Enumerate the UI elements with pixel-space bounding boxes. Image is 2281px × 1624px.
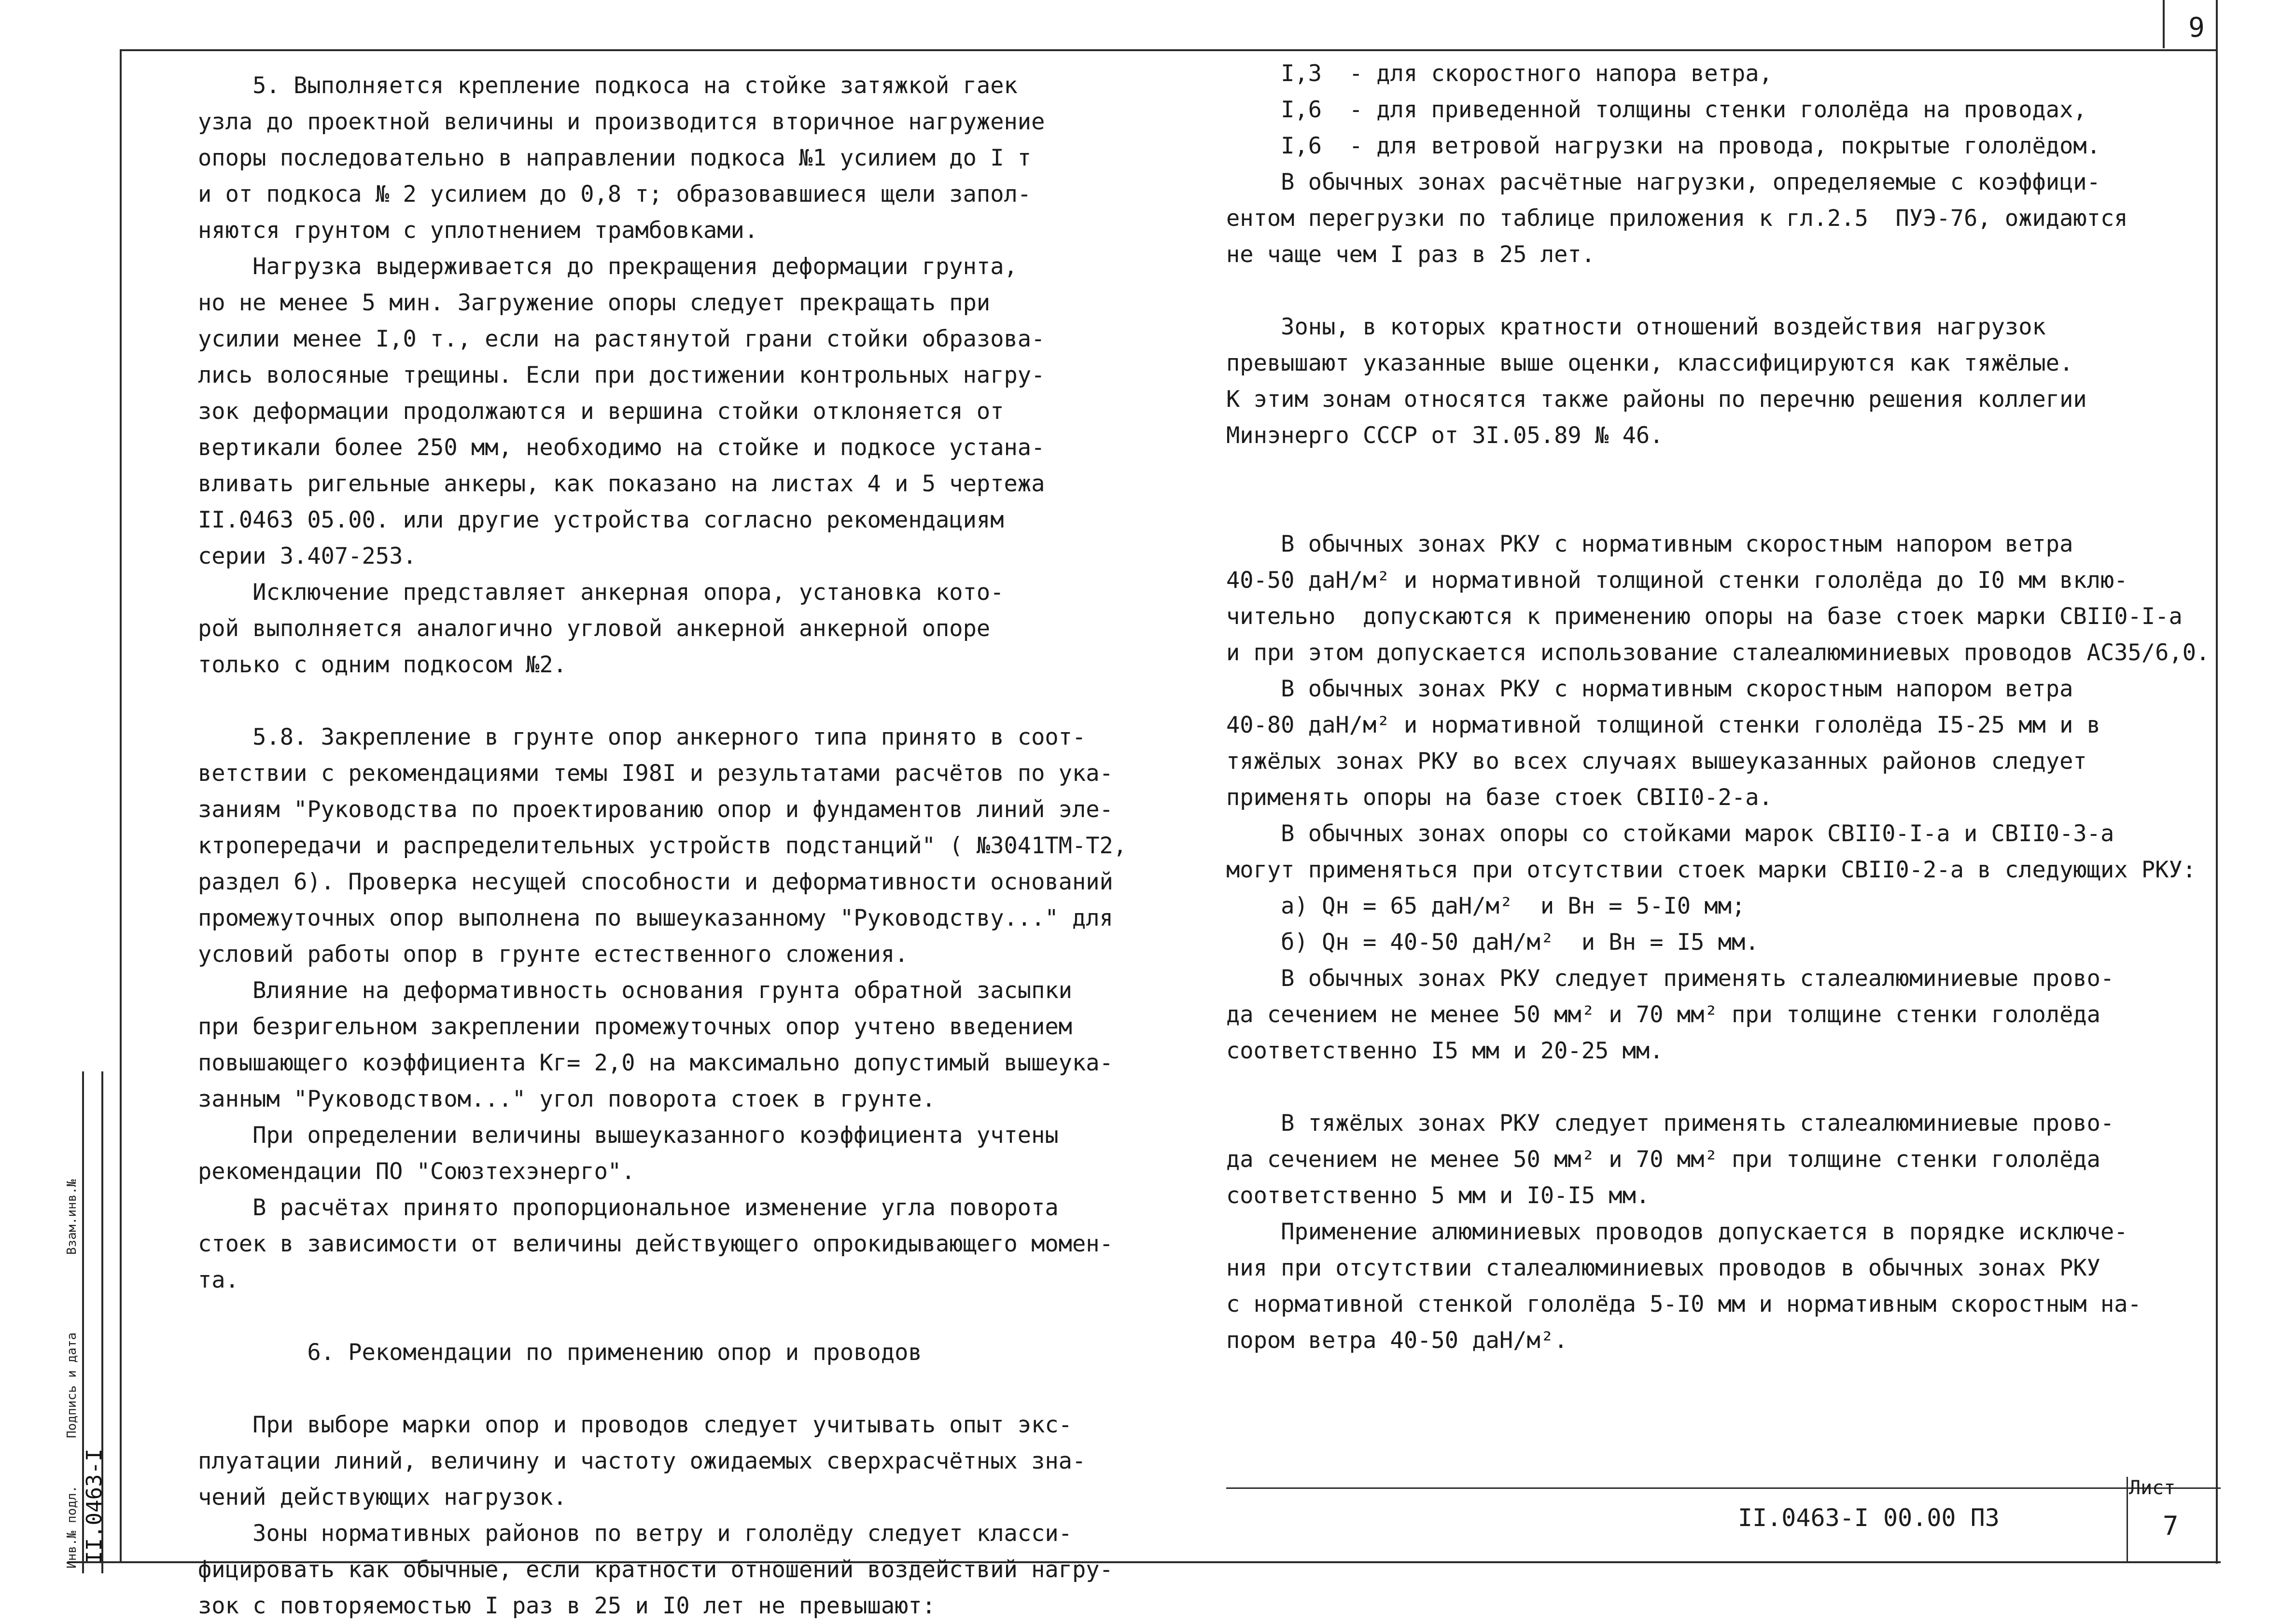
right-column-line: К этим зонам относятся также районы по перечню решения коллегии bbox=[1226, 386, 2087, 413]
left-column-line: опоры последовательно в направлении подкоса №1 усилием до I т bbox=[198, 145, 1032, 171]
left-column-line: только с одним подкосом №2. bbox=[198, 652, 567, 678]
right-column-line: пором ветра 40-50 даН/м². bbox=[1226, 1327, 1568, 1354]
sheet-number-box-left bbox=[2163, 0, 2165, 48]
sheet-number: 9 bbox=[2188, 12, 2205, 43]
sidebar-replaced-inv: Взам.инв.№ bbox=[65, 1179, 79, 1255]
left-stamp-sidebar bbox=[63, 1071, 116, 1573]
sidebar-doc-code: II.0463-I bbox=[82, 1448, 107, 1564]
right-column-line: а) Qн = 65 даН/м² и Вн = 5-I0 мм; bbox=[1226, 893, 1746, 919]
left-column-line: условий работы опор в грунте естественного сложения. bbox=[198, 941, 909, 968]
right-column-line: применять опоры на базе стоек СВII0-2-а. bbox=[1226, 784, 1773, 811]
right-column-line: чительно допускаются к применению опоры на базе стоек марки СВII0-I-а bbox=[1226, 603, 2183, 630]
right-column-line: 40-50 даН/м² и нормативной толщиной стенки гололёда до I0 мм вклю- bbox=[1226, 567, 2128, 594]
right-column-line: Зоны, в которых кратности отношений воздействия нагрузок bbox=[1226, 314, 2046, 340]
right-column-line: Минэнерго СССР от 3I.05.89 № 46. bbox=[1226, 422, 1664, 449]
left-column-line: вливать ригельные анкеры, как показано на листах 4 и 5 чертежа bbox=[198, 471, 1045, 497]
frame-left-line bbox=[120, 49, 122, 1563]
right-column-line: Применение алюминиевых проводов допускается в порядке исключе- bbox=[1226, 1219, 2128, 1245]
left-column-line: плуатации линий, величину и частоту ожидаемых сверхрасчётных зна- bbox=[198, 1448, 1086, 1474]
left-column-line: усилии менее I,0 т., если на растянутой грани стойки образова- bbox=[198, 326, 1045, 352]
title-block-divider bbox=[2127, 1477, 2128, 1563]
right-column-line: I,6 - для приведенной толщины стенки гололёда на проводах, bbox=[1226, 97, 2087, 123]
right-column-line: В обычных зонах РКУ с нормативным скоростным напором ветра bbox=[1226, 531, 2073, 557]
title-block-sheet-number: 7 bbox=[2163, 1511, 2179, 1541]
right-column-line: могут применяться при отсутствии стоек марки СВII0-2-а в следующих РКУ: bbox=[1226, 857, 2197, 883]
left-text-column bbox=[198, 68, 1139, 1624]
right-column-line bbox=[1226, 1069, 2216, 1105]
left-column-line: при безригельном закреплении промежуточных опор учтено введением bbox=[198, 1013, 1072, 1040]
left-column-line: В расчётах принято пропорциональное изменение угла поворота bbox=[198, 1194, 1059, 1221]
right-column-line: б) Qн = 40-50 даН/м² и Вн = I5 мм. bbox=[1226, 929, 1759, 956]
left-column-line: заниям "Руководства по проектированию опор и фундаментов линий эле- bbox=[198, 796, 1113, 823]
right-column-line bbox=[1226, 454, 2216, 490]
left-column-line: занным "Руководством..." угол поворота стоек в грунте. bbox=[198, 1086, 936, 1112]
right-column-line: с нормативной стенкой гололёда 5-I0 мм и нормативным скоростным на- bbox=[1226, 1291, 2141, 1318]
left-column-line: рекомендации ПО "Союзтехэнерго". bbox=[198, 1158, 635, 1185]
right-column-line: да сечением не менее 50 мм² и 70 мм² при толщине стенки гололёда bbox=[1226, 1001, 2100, 1028]
right-column-line: не чаще чем I раз в 25 лет. bbox=[1226, 241, 1595, 268]
left-column-line: чений действующих нагрузок. bbox=[198, 1484, 567, 1511]
right-column-line: В обычных зонах РКУ следует применять сталеалюминиевые прово- bbox=[1226, 965, 2114, 992]
frame-right-line bbox=[2216, 0, 2218, 1564]
left-column-line: узла до проектной величины и производится вторичное нагружение bbox=[198, 109, 1045, 135]
right-column-line: В обычных зонах РКУ с нормативным скоростным напором ветра bbox=[1226, 676, 2073, 702]
left-column-line: Исключение представляет анкерная опора, установка кото- bbox=[198, 579, 1004, 606]
sidebar-inv-no: Инв.№ подл. bbox=[65, 1485, 79, 1568]
right-column-line: соответственно I5 мм и 20-25 мм. bbox=[1226, 1038, 1664, 1064]
left-column-line: няются грунтом с уплотнением трамбовками. bbox=[198, 217, 758, 244]
right-column-line: тяжёлых зонах РКУ во всех случаях вышеуказанных районов следует bbox=[1226, 748, 2087, 775]
left-column-line: повышающего коэффициента Кг= 2,0 на максимально допустимый вышеука- bbox=[198, 1050, 1113, 1076]
left-column-line bbox=[198, 1371, 1139, 1407]
left-column-line: зок с повторяемостью I раз в 25 и I0 лет не превышают: bbox=[198, 1593, 936, 1619]
left-column-line bbox=[198, 1298, 1139, 1334]
left-column-line: рой выполняется аналогично угловой анкерной анкерной опоре bbox=[198, 615, 991, 642]
title-block-top-line bbox=[1226, 1487, 2221, 1489]
left-column-line: и от подкоса № 2 усилием до 0,8 т; образовавшиеся щели запол- bbox=[198, 181, 1032, 208]
left-column-line: При определении величины вышеуказанного коэффициента учтены bbox=[198, 1122, 1059, 1149]
right-column-line: и при этом допускается использование сталеалюминиевых проводов АС35/6,0. bbox=[1226, 639, 2210, 666]
left-column-line bbox=[198, 683, 1139, 719]
right-column-line: ентом перегрузки по таблице приложения к гл.2.5 ПУЭ-76, ожидаются bbox=[1226, 205, 2128, 232]
left-column-line: вертикали более 250 мм, необходимо на стойке и подкосе устана- bbox=[198, 434, 1045, 461]
left-column-line: раздел 6). Проверка несущей способности и деформативности оснований bbox=[198, 869, 1113, 895]
sidebar-signature: Подпись и дата bbox=[65, 1332, 79, 1438]
left-column-line: Влияние на деформативность основания грунта обратной засыпки bbox=[198, 977, 1072, 1004]
left-column-line: промежуточных опор выполнена по вышеуказанному "Руководству..." для bbox=[198, 905, 1113, 931]
left-column-line: фицировать как обычные, если кратности отношений воздействий нагру- bbox=[198, 1556, 1113, 1583]
left-column-line: серии 3.407-253. bbox=[198, 543, 417, 569]
right-column-line bbox=[1226, 490, 2216, 526]
left-column-line: 6. Рекомендации по применению опор и проводов bbox=[198, 1339, 922, 1366]
right-column-line: В обычных зонах расчётные нагрузки, определяемые с коэффици- bbox=[1226, 169, 2100, 195]
left-column-line: стоек в зависимости от величины действующего опрокидывающего момен- bbox=[198, 1231, 1113, 1257]
left-column-line: 5. Выполняется крепление подкоса на стойке затяжкой гаек bbox=[198, 72, 1018, 99]
left-column-line: Зоны нормативных районов по ветру и гололёду следует класси- bbox=[198, 1520, 1072, 1547]
left-column-line: зок деформации продолжаются и вершина стойки отклоняется от bbox=[198, 398, 1004, 425]
left-column-line: ктропередачи и распределительных устройств подстанций" ( №3041ТМ-Т2, bbox=[198, 833, 1127, 859]
right-text-column bbox=[1226, 56, 2216, 1359]
right-column-line: да сечением не менее 50 мм² и 70 мм² при толщине стенки гололёда bbox=[1226, 1146, 2100, 1173]
left-column-line: При выборе марки опор и проводов следует учитывать опыт экс- bbox=[198, 1412, 1072, 1438]
right-column-line: соответственно 5 мм и I0-I5 мм. bbox=[1226, 1182, 1650, 1209]
left-column-line: 5.8. Закрепление в грунте опор анкерного типа принято в соот- bbox=[198, 724, 1086, 750]
left-column-line: Нагрузка выдерживается до прекращения деформации грунта, bbox=[198, 253, 1018, 280]
title-block-sheet-label: Лист bbox=[2129, 1477, 2176, 1499]
right-column-line: I,6 - для ветровой нагрузки на провода, покрытые гололёдом. bbox=[1226, 133, 2100, 159]
left-column-line: но не менее 5 мин. Загружение опоры следует прекращать при bbox=[198, 290, 991, 316]
left-column-line: II.0463 05.00. или другие устройства согласно рекомендациям bbox=[198, 507, 1004, 533]
right-column-line: В обычных зонах опоры со стойками марок СВII0-I-а и СВII0-3-а bbox=[1226, 820, 2114, 847]
right-column-line: 40-80 даН/м² и нормативной толщиной стенки гололёда I5-25 мм и в bbox=[1226, 712, 2100, 738]
title-block-document-code: II.0463-I 00.00 ПЗ bbox=[1738, 1504, 2000, 1532]
right-column-line bbox=[1226, 273, 2216, 309]
right-column-line: ния при отсутствии сталеалюминиевых проводов в обычных зонах РКУ bbox=[1226, 1255, 2100, 1281]
right-column-line: В тяжёлых зонах РКУ следует применять сталеалюминиевые прово- bbox=[1226, 1110, 2114, 1137]
left-column-line: лись волосяные трещины. Если при достижении контрольных нагру- bbox=[198, 362, 1045, 389]
frame-top-line bbox=[121, 49, 2216, 51]
left-column-line: ветствии с рекомендациями темы I98I и результатами расчётов по ука- bbox=[198, 760, 1113, 787]
right-column-line: I,3 - для скоростного напора ветра, bbox=[1226, 60, 1773, 87]
right-column-line: превышают указанные выше оценки, классифицируются как тяжёлые. bbox=[1226, 350, 2073, 376]
left-column-line: та. bbox=[198, 1267, 239, 1293]
